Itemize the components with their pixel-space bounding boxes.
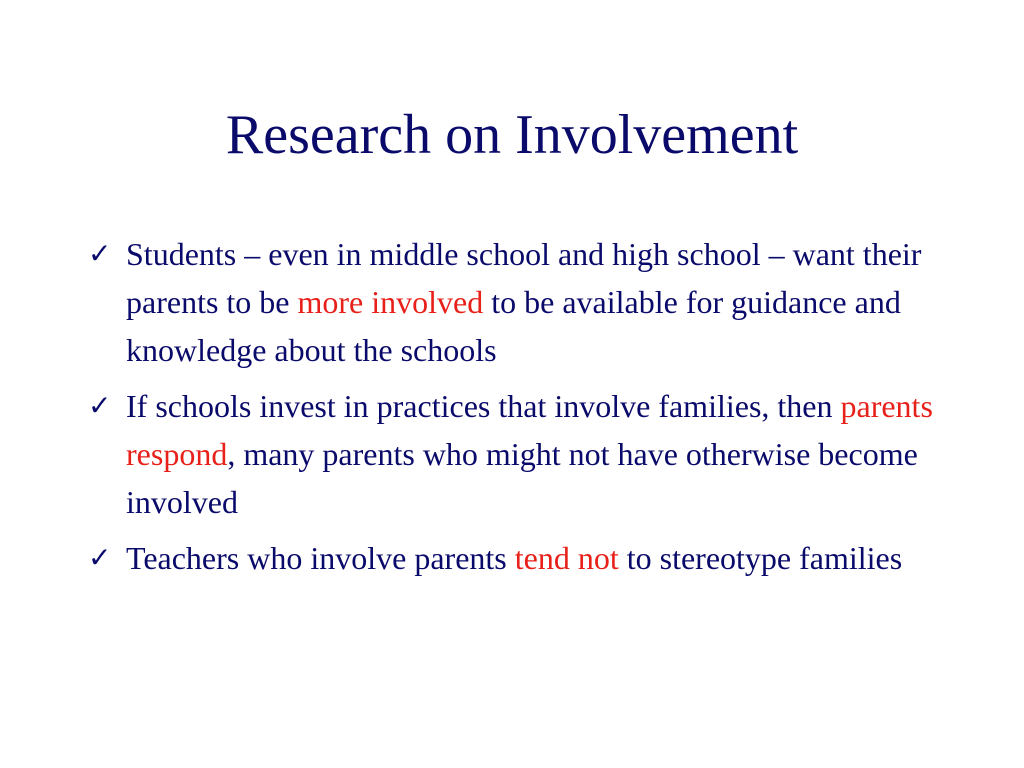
- bullet-text: , many parents who might not have otherwise become involved: [126, 436, 918, 520]
- bullet-item: [88, 382, 948, 526]
- check-icon: ✓: [88, 389, 112, 422]
- bullet-item: [88, 534, 948, 582]
- bullet-highlight: tend not: [514, 540, 619, 576]
- bullet-list: [88, 230, 948, 590]
- check-icon: ✓: [88, 541, 112, 574]
- bullet-item: [88, 230, 948, 374]
- check-icon: ✓: [88, 237, 112, 270]
- bullet-text: to stereotype families: [618, 540, 903, 576]
- bullet-highlight: more involved: [297, 284, 484, 320]
- bullet-text: Teachers who involve parents: [126, 540, 515, 576]
- bullet-text: to be available for guidance and knowledge about the schools: [126, 284, 901, 368]
- slide-title: Research on Involvement: [225, 104, 799, 166]
- bullet-highlight: parents respond: [126, 388, 933, 472]
- bullet-text: Students – even in middle school and high school – want their parents to be: [126, 236, 922, 320]
- bullet-text: If schools invest in practices that involve families, then: [126, 388, 841, 424]
